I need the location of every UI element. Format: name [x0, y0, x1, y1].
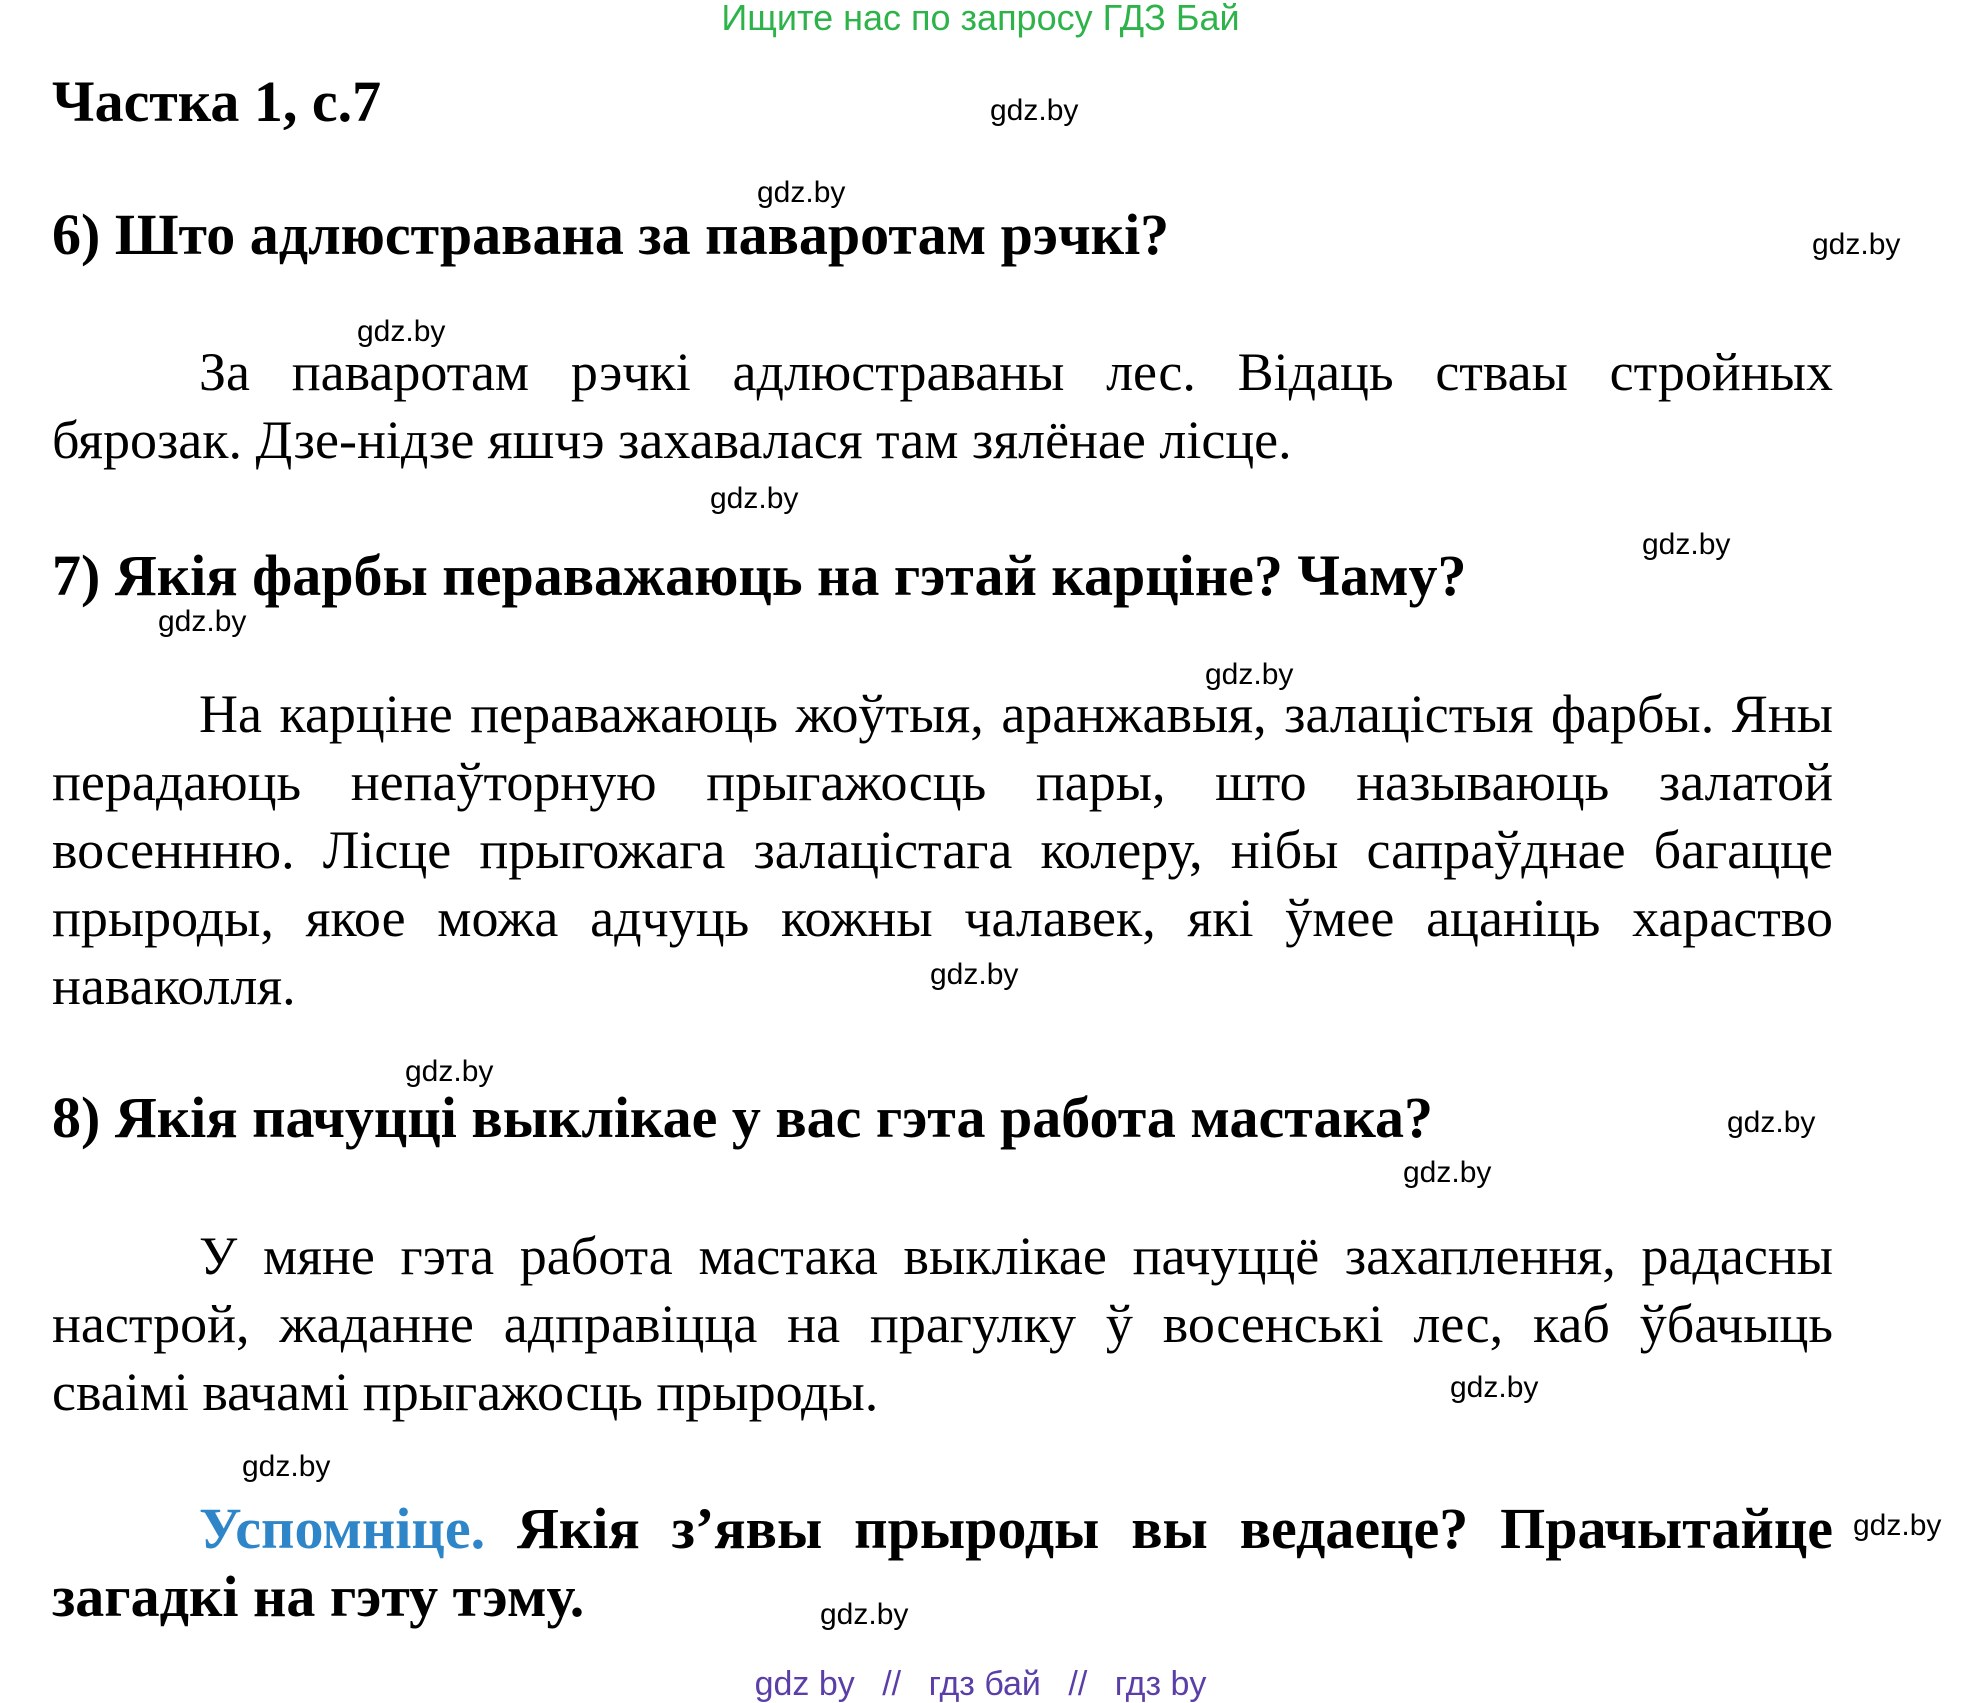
watermark: gdz.by [820, 1598, 909, 1631]
footer-link[interactable]: гдз бай [928, 1665, 1041, 1703]
watermark: gdz.by [1450, 1371, 1539, 1404]
question-7: 7) Якія фарбы пераважаюць на гэтай карціне? Чаму? [52, 543, 1467, 608]
answer-6: За паваротам рэчкі адлюстраваны лес. Відаць стваы стройных бярозак. Дзе-нідзе яшчэ захавалася там зялёнае лісце. [52, 342, 1833, 470]
watermark: gdz.by [710, 482, 799, 515]
watermark: gdz.by [1205, 658, 1294, 691]
watermark: gdz.by [405, 1055, 494, 1088]
watermark: gdz.by [990, 94, 1079, 127]
question-6: 6) Што адлюстравана за паваротам рэчкі? [52, 202, 1170, 267]
recall-text: Якія з’явы прыроды вы ведаеце? Прачытайце загадкі на гэту тэму. [52, 1496, 1833, 1629]
top-banner[interactable]: Ищите нас по запросу ГДЗ Бай [721, 0, 1240, 38]
watermark: gdz.by [757, 176, 846, 209]
question-8: 8) Якія пачуцці выклікае у вас гэта работа мастака? [52, 1085, 1434, 1150]
watermark: gdz.by [357, 315, 446, 348]
watermark: gdz.by [1642, 528, 1731, 561]
answer-7: На карціне пераважаюць жоўтыя, аранжавыя, залацістыя фарбы. Яны перадаюць непаўторную прыгажосць пары, што называюць залатой восеннню. Лісце прыгожага залацістага колеру, нібы сапраўднае багацце прыроды, якое можа адчуць кожны чалавек, які ўмее ацаніць хараство наваколля. [52, 684, 1833, 1016]
page-title: Частка 1, с.7 [52, 69, 382, 134]
footer-separator: // [1068, 1665, 1088, 1703]
watermark: gdz.by [1812, 228, 1901, 261]
watermark: gdz.by [1403, 1156, 1492, 1189]
footer-links [0, 1667, 1961, 1701]
watermark: gdz.by [1853, 1509, 1942, 1542]
recall-task [52, 1495, 1833, 1631]
footer-link[interactable]: gdz by [754, 1665, 855, 1703]
watermark: gdz.by [158, 605, 247, 638]
footer-link[interactable]: гдз by [1114, 1665, 1207, 1703]
watermark: gdz.by [930, 958, 1019, 991]
watermark: gdz.by [1727, 1106, 1816, 1139]
recall-label: Успомніце. [199, 1496, 486, 1561]
answer-8: У мяне гэта работа мастака выклікае пачуццё захаплення, радасны настрой, жаданне адправіцца на прагулку ў восенські лес, каб ўбачыць сваімі вачамі прыгажосць прыроды. [52, 1226, 1833, 1422]
footer-separator: // [882, 1665, 902, 1703]
watermark: gdz.by [242, 1450, 331, 1483]
